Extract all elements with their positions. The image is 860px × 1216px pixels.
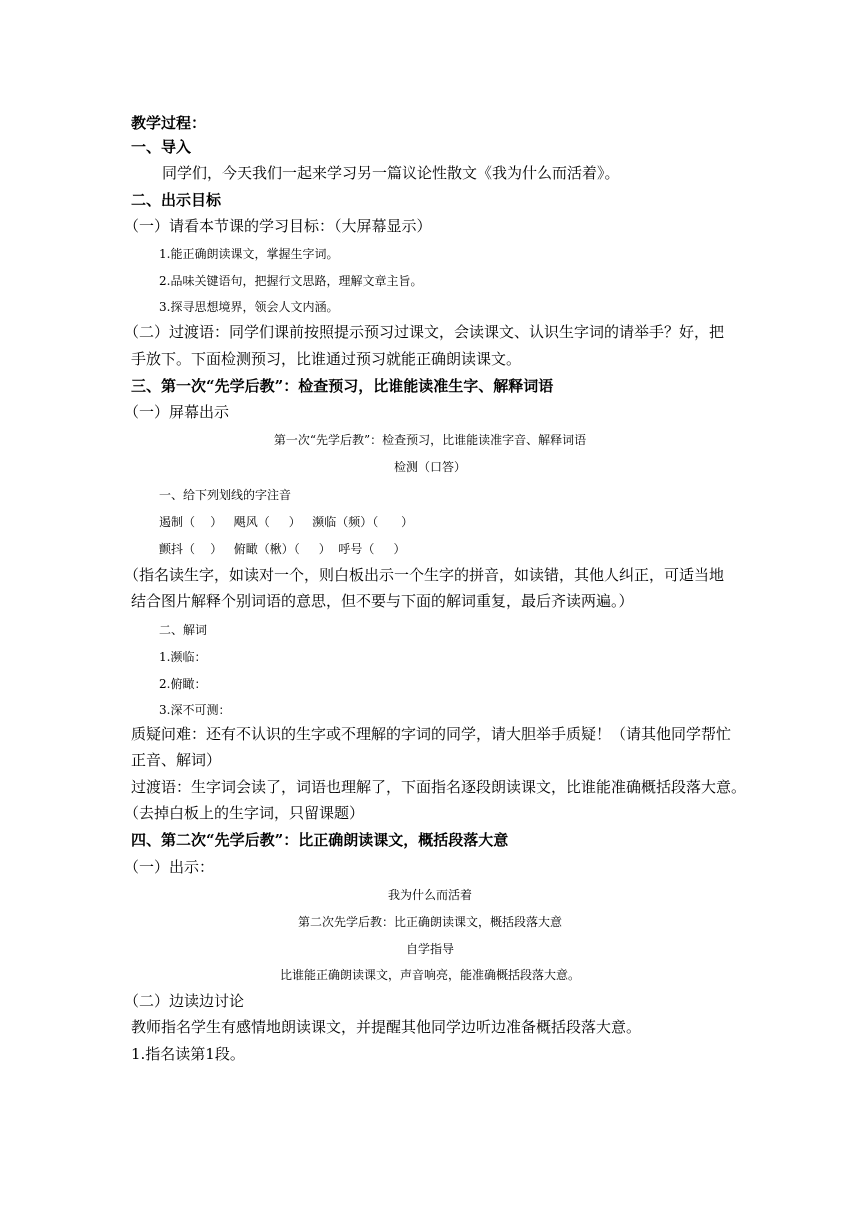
question-1: 一、给下列划线的字注音 [159,488,292,502]
note-line2: 结合图片解释个别词语的意思，但不要与下面的解词重复，最后齐读两遍。） [131,592,634,610]
screen-text: 比谁能正确朗读课文，声音响亮，能准确概括段落大意。 [279,968,580,982]
transition-line1: 过渡语：生字词会读了，词语也理解了，下面指名逐段朗读课文，比谁能准确概括段落大意。 [131,778,747,796]
section-2-sub1: （一）请看本节课的学习目标：（大屏幕显示） [124,217,432,235]
word-item: 3.深不可测： [159,703,231,717]
section-4-sub2: （二）边读边讨论 [124,992,245,1010]
section-1-text: 同学们，今天我们一起来学习另一篇议论性散文《我为什么而活着》。 [162,164,620,182]
section-4-title: 四、第二次“先学后教”：比正确朗读课文，概括段落大意 [131,831,509,849]
pinyin-row: 遏制（ ） 飓风（ ） 濒临（频）（ ） [159,515,414,529]
section-2-title: 二、出示目标 [131,191,222,209]
goal-item: 1.能正确朗读课文，掌握生字词。 [159,247,339,261]
section-2-sub2-line2: 手放下。下面检测预习，比谁通过预习就能正确朗读课文。 [131,350,522,368]
screen-title: 第一次“先学后教”：检查预习，比谁能读准字音、解释词语 [273,433,587,447]
word-item: 2.俯瞰： [159,677,207,691]
transition-line2: （去掉白板上的生字词，只留课题） [124,804,365,822]
section-4-sub1: （一）出示： [124,858,215,876]
process-heading: 教学过程： [131,114,207,132]
word-item: 1.濒临： [159,650,207,664]
goal-item: 2.品味关键语句，把握行文思路，理解文章主旨。 [159,274,423,288]
goal-item: 3.探寻思想境界，领会人文内涵。 [159,300,339,314]
section-3-sub1: （一）屏幕出示 [124,403,230,421]
screen-title: 我为什么而活着 [387,888,472,902]
section-2-sub2-line1: （二）过渡语：同学们课前按照提示预习过课文，会读课文、认识生字词的请举手？好，把 [124,323,725,341]
section-4-text: 教师指名学生有感情地朗读课文，并提醒其他同学边听边准备概括段落大意。 [131,1018,642,1036]
qa-line2: 正音、解词） [131,751,222,769]
pinyin-row: 颤抖（ ） 俯瞰（楸）（ ） 呼号（ ） [159,542,406,556]
section-1-title: 一、导入 [131,138,192,156]
screen-subtitle: 检测（口答） [393,460,466,474]
screen-guide: 自学指导 [405,942,454,956]
note-line1: （指名读生字，如读对一个，则白板出示一个生字的拼音，如读错，其他人纠正，可适当地 [124,566,725,584]
section-4-item1: 1.指名读第1段。 [131,1045,245,1063]
qa-line1: 质疑问难：还有不认识的生字或不理解的字词的同学，请大胆举手质疑！（请其他同学帮忙 [131,725,732,743]
screen-subtitle: 第二次先学后教：比正确朗读课文，概括段落大意 [297,915,562,929]
section-3-title: 三、第一次“先学后教”：检查预习，比谁能读准生字、解释词语 [131,377,554,395]
question-2: 二、解词 [159,623,208,637]
